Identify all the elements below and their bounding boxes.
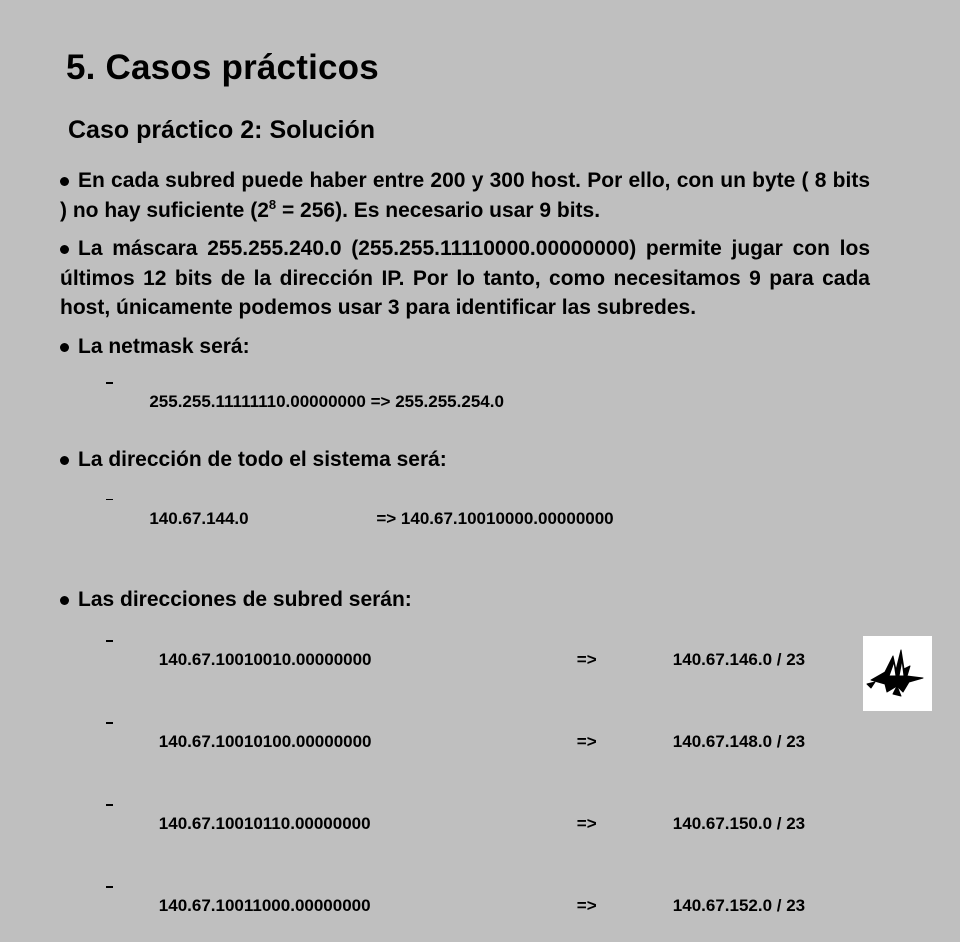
dash-icon [106, 382, 113, 384]
bullet-item-subnet-addresses: Las direcciones de subred serán: [60, 585, 870, 615]
bullet-item-mask: La máscara 255.255.240.0 (255.255.11110000.00000000) permite jugar con los últimos 12 bits de la dirección IP. Por lo tanto, como necesitamos 9 para cada host, únicamente podemos usar 3 para identificar las subredes. [60, 237, 870, 319]
subnet-row: 140.67.10010010.00000000 => 140.67.146.0 / 23 [60, 624, 870, 696]
bullet-icon [60, 245, 69, 254]
dash-icon [106, 886, 113, 888]
sub-item-system-address: 140.67.144.0 => 140.67.10010000.00000000 [60, 483, 870, 555]
bullet-icon [60, 343, 69, 352]
subnet-list [60, 624, 870, 942]
subnet-row: 140.67.10011000.00000000 => 140.67.152.0 / 23 [60, 870, 870, 942]
subnet-row: 140.67.10010110.00000000 => 140.67.150.0 / 23 [60, 788, 870, 860]
dash-icon [106, 804, 113, 806]
slide-title: 5. Casos prácticos [66, 48, 379, 87]
dash-icon [106, 722, 113, 724]
bullet-icon [60, 456, 69, 465]
origami-crane-logo [863, 636, 932, 711]
bullet-icon [60, 596, 69, 605]
sub-item-netmask: 255.255.11111110.00000000 => 255.255.254.0 [60, 366, 870, 438]
bullet-item-netmask: La netmask será: [60, 332, 870, 362]
origami-crane-icon [863, 636, 932, 711]
dash-icon [106, 499, 113, 501]
dash-icon [106, 640, 113, 642]
slide-subtitle: Caso práctico 2: Solución [68, 116, 376, 144]
bullet-item-host-count: En cada subred puede haber entre 200 y 300 host. Por ello, con un byte ( 8 bits ) no hay suficiente $(2^8 = 256)$. Es necesario usar 9 bits. [60, 169, 870, 222]
bullet-icon [60, 177, 69, 186]
subnet-row: 140.67.10010100.00000000 => 140.67.148.0 / 23 [60, 706, 870, 778]
bullet-item-system-address: La dirección de todo el sistema será: [60, 445, 870, 475]
slide-content [60, 166, 870, 942]
